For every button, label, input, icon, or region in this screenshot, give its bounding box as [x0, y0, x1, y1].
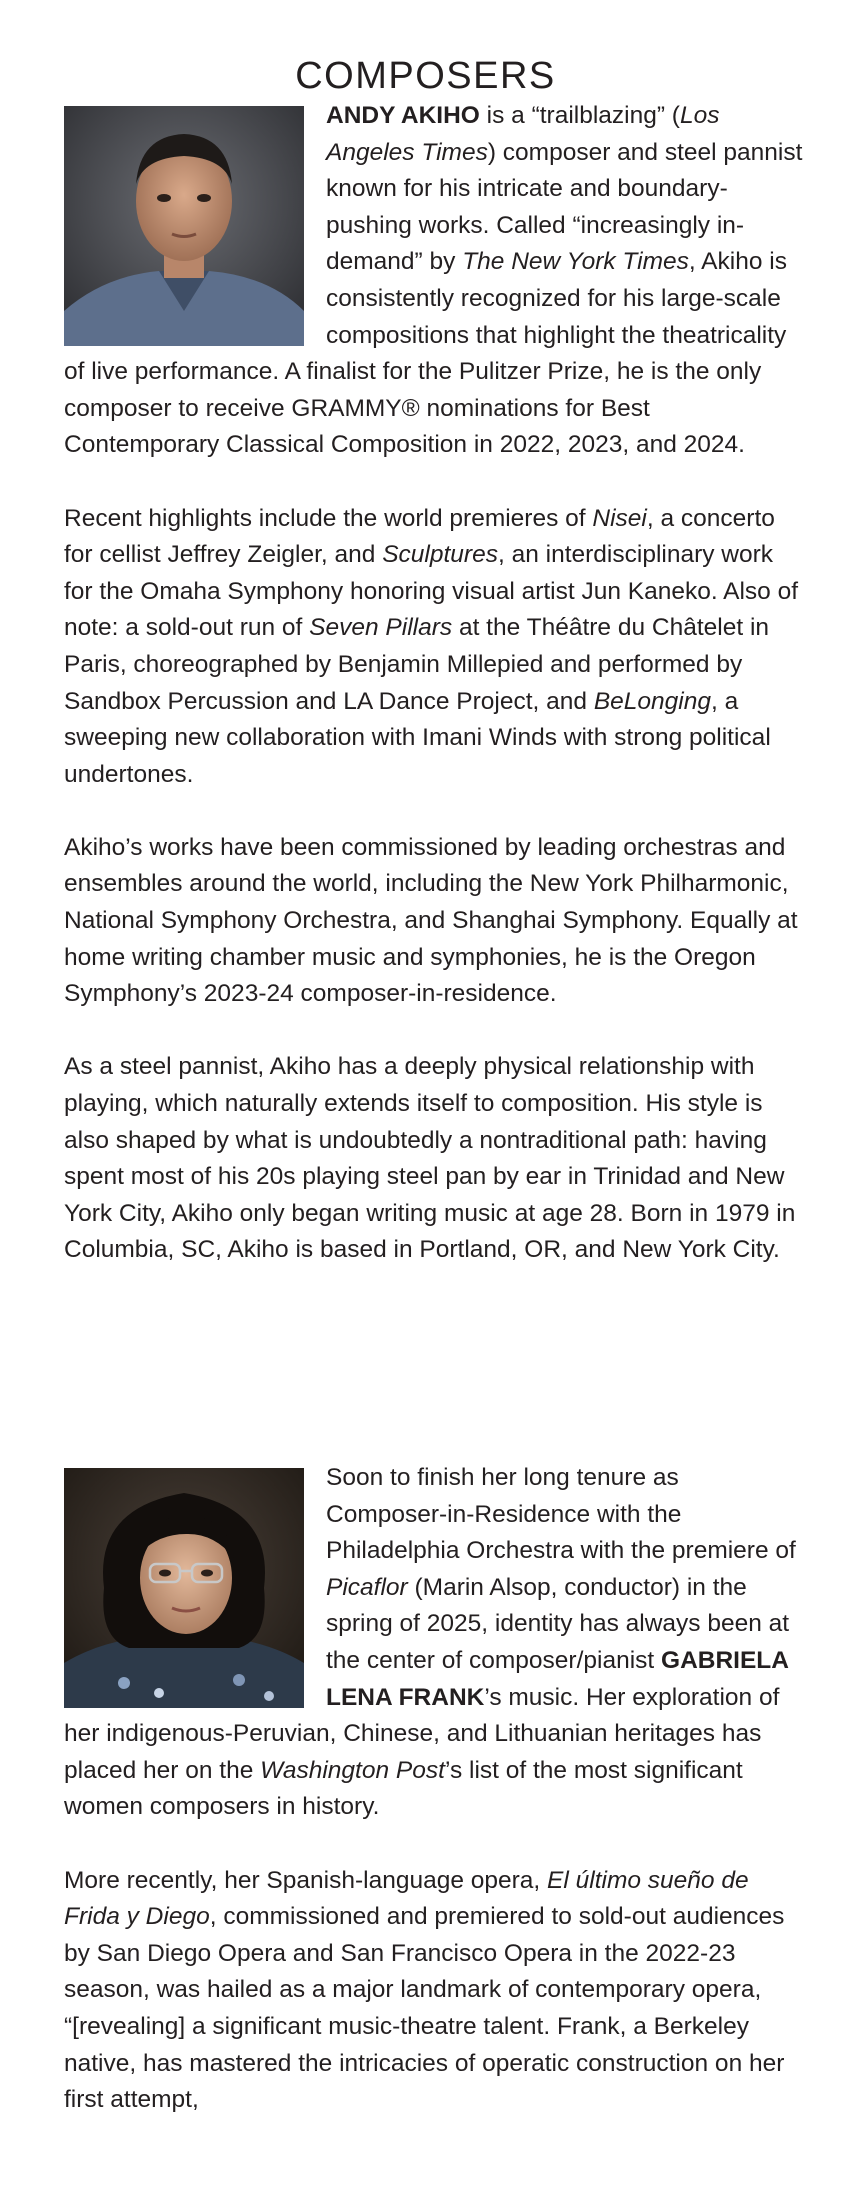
akiho-bio-paragraph-2 [64, 501, 804, 794]
text-run: As a steel pannist, Akiho has a deeply physical relationship with playing, which naturally extends itself to composition. His style is also shaped by what is undoubtedly a nontraditional path: having spent most of his 20s playing steel pan by ear in Trinidad and New York City, Akiho only began writing music at age 28. Born in 1979 in Columbia, SC, Akiho is based in Portland, OR, and New York City. [64, 1053, 796, 1264]
name-highlight: ANDY AKIHO [326, 102, 480, 129]
italic-title: El último sueño de Frida y Diego [64, 1866, 749, 1931]
italic-title: The New York Times [462, 248, 689, 276]
name-highlight: GABRIELA LENA FRANK [326, 1646, 789, 1711]
frank-bio [64, 1460, 804, 2155]
akiho-bio-paragraph-4 [64, 1049, 804, 1269]
text-run: is a “trailblazing” ( [479, 102, 680, 129]
text-run: ’s list of the most significant women composers in history. [64, 1756, 743, 1821]
italic-title: Los Angeles Times [326, 102, 720, 166]
akiho-portrait-photo [64, 106, 304, 346]
italic-title: BeLonging [593, 687, 711, 715]
frank-portrait-photo [64, 1468, 304, 1708]
text-run: More recently, her Spanish-language opera, [64, 1866, 548, 1894]
page-title: COMPOSERS [295, 55, 556, 98]
text-run: ) composer and steel pannist known for his intricate and boundary-pushing works. Called “increasingly in-demand” by [326, 138, 803, 276]
text-run: at the Théâtre du Châtelet in Paris, choreographed by Benjamin Millepied and performed by Sandbox Percussion and LA Dance Project, and [64, 614, 770, 715]
frank-bio-paragraph-2 [64, 1863, 804, 2119]
text-run: , a sweeping new collaboration with Imani Winds with strong political undertones. [64, 687, 771, 788]
italic-title: Sculptures [382, 541, 498, 569]
text-run: ’s music. Her exploration of her indigenous-Peruvian, Chinese, and Lithuanian heritages has placed her on the [64, 1683, 780, 1784]
text-run: , commissioned and premiered to sold-out audiences by San Diego Opera and San Francisco Opera in the 2022-23 season, was hailed as a major landmark of contemporary opera, “[revealing] a significant music-theatre talent. Frank, a Berkeley native, has mastered the intricacies of operatic construction on her first attempt, [64, 1903, 785, 2114]
italic-title: Washington Post [260, 1756, 445, 1784]
italic-title: Seven Pillars [309, 614, 453, 642]
text-run: Recent highlights include the world premieres of [64, 504, 593, 532]
text-run: , Akiho is consistently recognized for his large-scale compositions that highlight the theatricality of live performance. A finalist for the Pulitzer Prize, he is the only composer to receive GRAMMY® nominations for Best Contemporary Classical Composition in 2022, 2023, and 2024. [64, 248, 787, 459]
text-run: , a concerto for cellist Jeffrey Zeigler, and [64, 504, 775, 569]
text-run: , an interdisciplinary work for the Omaha Symphony honoring visual artist Jun Kaneko. Also of note: a sold-out run of [64, 541, 799, 642]
text-run: Soon to finish her long tenure as Composer-in-Residence with the Philadelphia Orchestra with the premiere of [326, 1464, 796, 1565]
text-run: (Marin Alsop, conductor) in the spring of 2025, identity has always been at the center of composer/pianist [326, 1573, 790, 1674]
akiho-bio [64, 98, 804, 1306]
italic-title: Picaflor [326, 1573, 408, 1601]
text-run: Akiho’s works have been commissioned by leading orchestras and ensembles around the world, including the New York Philharmonic, National Symphony Orchestra, and Shanghai Symphony. Equally at home writing chamber music and symphonies, he is the Oregon Symphony’s 2023-24 composer-in-residence. [64, 833, 798, 1008]
italic-title: Nisei [592, 504, 647, 532]
akiho-bio-paragraph-3 [64, 830, 804, 1013]
